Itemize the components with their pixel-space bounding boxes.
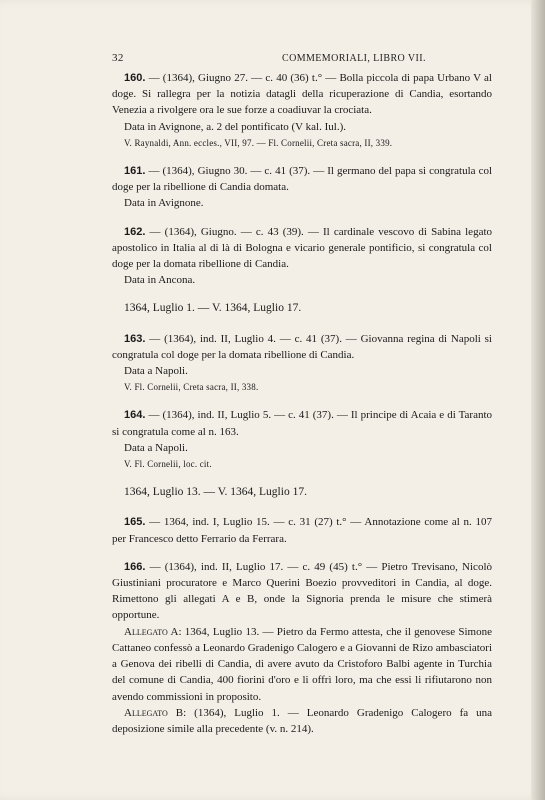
page-edge-shadow [531, 0, 545, 800]
entry-date: Data in Avignone. [124, 197, 204, 210]
entry-reference: V. Fl. Cornelii, loc. cit. [124, 459, 212, 470]
entry-number: 163. [124, 332, 146, 345]
entry-text: — (1364), ind. II, Luglio 5. — c. 41 (37). — Il principe di Acaia e di Taranto si congratula come al n. 163. [112, 409, 493, 438]
running-title: COMMEMORIALI, LIBRO VII. [282, 53, 426, 64]
entry-date: Data in Avignone, a. 2 del pontificato (V kal. Iul.). [124, 120, 346, 133]
entry-number: 160. [124, 72, 146, 84]
entry-text: — (1364), Giugno 27. — c. 40 (36) t.° — Bolla piccola di papa Urbano V al doge. Si rallegra per la notizia datagli della ricuperazione di Candia, esortando Venezia a rivolgere ora le sue forze a coadiuvar la crociata. [112, 72, 492, 117]
attachment-text: : (1364), Luglio 1. — Leonardo Gradenigo Calogero fa una deposizione simile alla precedente (v. n. 214). [112, 706, 492, 735]
page-body [112, 70, 492, 749]
entry-date: Data a Napoli. [124, 441, 188, 454]
entry-number: 161. [124, 165, 146, 178]
entry-160 [112, 70, 492, 151]
attachment-label: Allegato A [124, 625, 179, 638]
running-header [112, 52, 490, 66]
page-number: 32 [112, 52, 124, 64]
attachment-text: : 1364, Luglio 13. — Pietro da Fermo attesta, che il genovese Simone Cattaneo confessò a Leonardo Gradenigo Calogero e a Giovanni de Rizo ambasciatori a Genova dei ribelli di Candia, di avere avuto da Cristoforo Balbi agente in Turchia del comune di Candia, 400 fiorini d'oro e li offrì loro, ma che essi li rifiutarono non avendo commissioni in proposito. [112, 625, 492, 703]
entry-number: 166. [124, 560, 146, 573]
attachment-label: Allegato B [124, 706, 184, 719]
entry-162 [112, 224, 492, 289]
entry-164 [112, 407, 492, 472]
entry-text: — (1364), Giugno 30. — c. 41 (37). — Il germano del papa si congratula col doge per la ribellione di Candia domata. [112, 165, 493, 194]
entry-number: 164. [124, 409, 146, 422]
attachment-b [112, 705, 492, 737]
entry-text: — (1364), ind. II, Luglio 17. — c. 49 (45) t.° — Pietro Trevisano, Nicolò Giustiniani procuratore e Marco Querini Boezio provveditori in Candia, al doge. Rimettono gli allegati A e B, onde la Signoria prenda le misure che stimerà opportune. [112, 560, 492, 622]
entry-reference: V. Raynaldi, Ann. eccles., VII, 97. — Fl. Cornelii, Creta sacra, II, 339. [124, 137, 393, 148]
entry-text: — 1364, ind. I, Luglio 15. — c. 31 (27) t.° — Annotazione come al n. 107 per Francesco detto Ferrario da Ferrara. [112, 516, 493, 545]
entry-number: 165. [124, 516, 146, 529]
attachment-a [112, 624, 492, 705]
entry-text: — (1364), ind. II, Luglio 4. — c. 41 (37). — Giovanna regina di Napoli si congratula col doge per la domata ribellione di Candia. [112, 332, 492, 361]
entry-reference: V. Fl. Cornelii, Creta sacra, II, 338. [124, 382, 259, 393]
entry-date: Data in Ancona. [124, 274, 196, 287]
entry-163 [112, 331, 492, 396]
dateline: 1364, Luglio 13. — V. 1364, Luglio 17. [124, 486, 307, 499]
entry-number: 162. [124, 225, 146, 238]
entry-text: — (1364), Giugno. — c. 43 (39). — Il cardinale vescovo di Sabina legato apostolico in Italia al di là di Bologna e vicario generale pontificio, si congratula col doge per la domata ribellione di Candia. [112, 225, 493, 271]
entry-165 [112, 514, 492, 546]
dateline: 1364, Luglio 1. — V. 1364, Luglio 17. [124, 302, 302, 315]
entry-161 [112, 163, 492, 212]
entry-date: Data a Napoli. [124, 365, 188, 378]
entry-166 [112, 559, 492, 737]
